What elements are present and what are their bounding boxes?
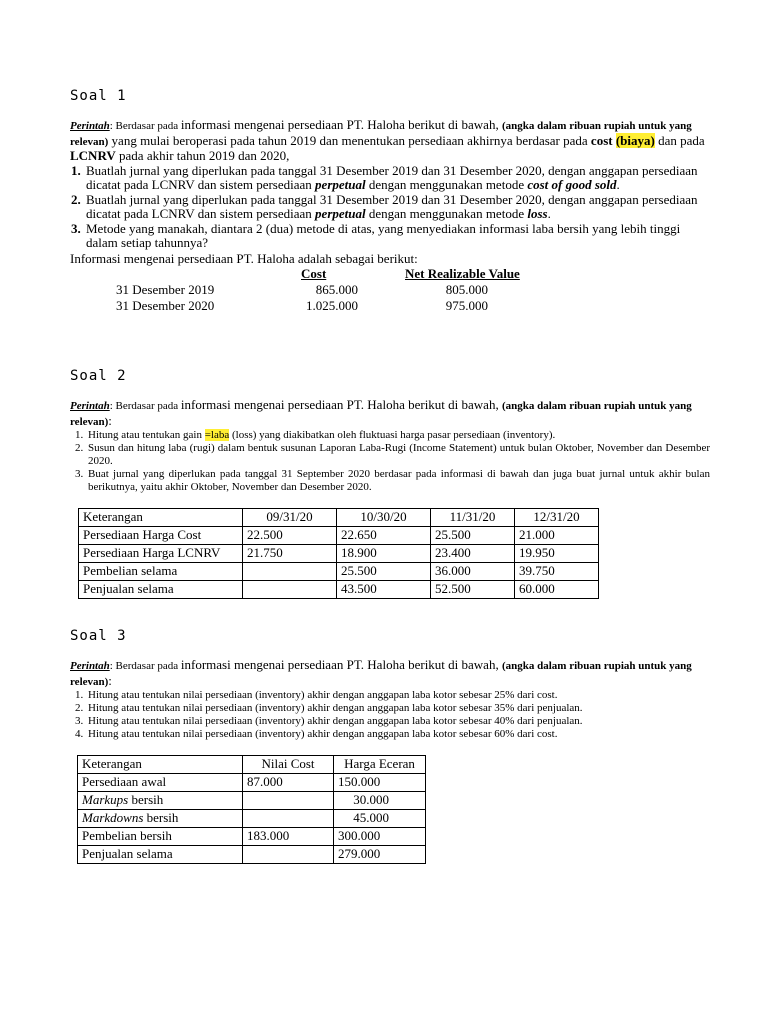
soal-2-list [64, 429, 710, 494]
soal-1-title: Soal 1 [70, 88, 127, 104]
row-date: 31 Desember 2020 [116, 297, 215, 313]
col-cost-header: Cost [301, 265, 327, 281]
table-row: Pembelian selama 25.500 36.000 39.750 [79, 563, 599, 581]
table-row: Persediaan awal 87.000 150.000 [78, 774, 426, 792]
row-nrv: 805.000 [445, 281, 488, 297]
table-row: Markups bersih 30.000 [78, 792, 426, 810]
row-date: 31 Desember 2019 [116, 281, 215, 297]
soal-2-intro: Perintah: Berdasar pada informasi mengenai persediaan PT. Haloha berikut di bawah, (angka dalam ribuan rupiah untuk yang relevan): [70, 397, 692, 428]
soal-2-table [78, 508, 599, 599]
table-row: Penjualan selama 279.000 [78, 846, 426, 864]
soal-3-intro: Perintah: Berdasar pada informasi mengenai persediaan PT. Haloha berikut di bawah, (angka dalam ribuan rupiah untuk yang relevan): [70, 657, 692, 688]
row-cost: 865.000 [315, 281, 358, 297]
table-header-row: Keterangan 09/31/20 10/30/20 11/31/20 12/31/20 [79, 509, 599, 527]
perintah-label: Perintah [70, 400, 110, 412]
row-cost: 1.025.000 [306, 297, 358, 313]
col-nrv-header: Net Realizable Value [405, 265, 520, 281]
list-item: 2. Buatlah jurnal yang diperlukan pada tanggal 31 Desember 2019 dan 31 Desember 2020, dengan anggapan persediaan dicatat pada LCNRV dan sistem persediaan perpetual dengan menggunakan metode loss. [84, 193, 710, 222]
soal-3-title: Soal 3 [70, 628, 127, 644]
soal-3-table [77, 755, 426, 864]
list-item: 2. Hitung atau tentukan nilai persediaan (inventory) akhir dengan anggapan laba kotor sebesar 35% dari penjualan. [86, 702, 710, 715]
nrv-table [70, 266, 710, 314]
list-item: 1. Buatlah jurnal yang diperlukan pada tanggal 31 Desember 2019 dan 31 Desember 2020, dengan anggapan persediaan dicatat pada LCNRV dan sistem persediaan perpetual dengan menggunakan metode cost of good sold. [84, 164, 710, 193]
soal-1-section [70, 88, 710, 314]
perintah-label: Perintah [70, 660, 110, 672]
list-item: 1. Hitung atau tentukan gain =laba (loss) yang diakibatkan oleh fluktuasi harga pasar persediaan (inventory). [86, 429, 710, 442]
soal-1-intro: Perintah: Berdasar pada informasi mengenai persediaan PT. Haloha berikut di bawah, (angka dalam ribuan rupiah untuk yang relevan) yang mulai beroperasi pada tahun 2019 dan menentukan persediaan akhirnya berdasar pada cost (biaya) dan pada LCNRV pada akhir tahun 2019 dan 2020, [70, 117, 705, 163]
table-row: Persediaan Harga LCNRV 21.750 18.900 23.400 19.950 [79, 545, 599, 563]
soal-2-title: Soal 2 [70, 368, 127, 384]
table-row: Markdowns bersih 45.000 [78, 810, 426, 828]
table-row: Penjualan selama 43.500 52.500 60.000 [79, 581, 599, 599]
perintah-label: Perintah [70, 120, 110, 132]
list-item: 3. Metode yang manakah, diantara 2 (dua) metode di atas, yang menyediakan informasi laba bersih yang lebih tinggi dalam setiap tahunnya? [84, 222, 710, 251]
table-row: Persediaan Harga Cost 22.500 22.650 25.500 21.000 [79, 527, 599, 545]
soal-1-info: Informasi mengenai persediaan PT. Haloha adalah sebagai berikut: [70, 250, 418, 266]
soal-2-section [70, 368, 710, 599]
list-item: 3. Hitung atau tentukan nilai persediaan (inventory) akhir dengan anggapan laba kotor sebesar 40% dari penjualan. [86, 715, 710, 728]
table-header-row: Keterangan Nilai Cost Harga Eceran [78, 756, 426, 774]
soal-1-list [62, 164, 710, 251]
table-row: Pembelian bersih 183.000 300.000 [78, 828, 426, 846]
row-nrv: 975.000 [445, 297, 488, 313]
list-item: 4. Hitung atau tentukan nilai persediaan (inventory) akhir dengan anggapan laba kotor sebesar 60% dari cost. [86, 728, 710, 741]
list-item: 1. Hitung atau tentukan nilai persediaan (inventory) akhir dengan anggapan laba kotor sebesar 25% dari cost. [86, 689, 710, 702]
list-item: 2. Susun dan hitung laba (rugi) dalam bentuk susunan Laporan Laba-Rugi (Income Statement) untuk bulan Oktober, November dan Desember 2020. [86, 442, 710, 468]
soal-3-section [70, 628, 710, 864]
soal-3-list [64, 689, 710, 741]
list-item: 3. Buat jurnal yang diperlukan pada tanggal 31 September 2020 berdasar pada informasi di bawah dan juga buat jurnal untuk akhir bulan berikutnya, yaitu akhir Oktober, November dan Desember 2020. [86, 468, 710, 494]
